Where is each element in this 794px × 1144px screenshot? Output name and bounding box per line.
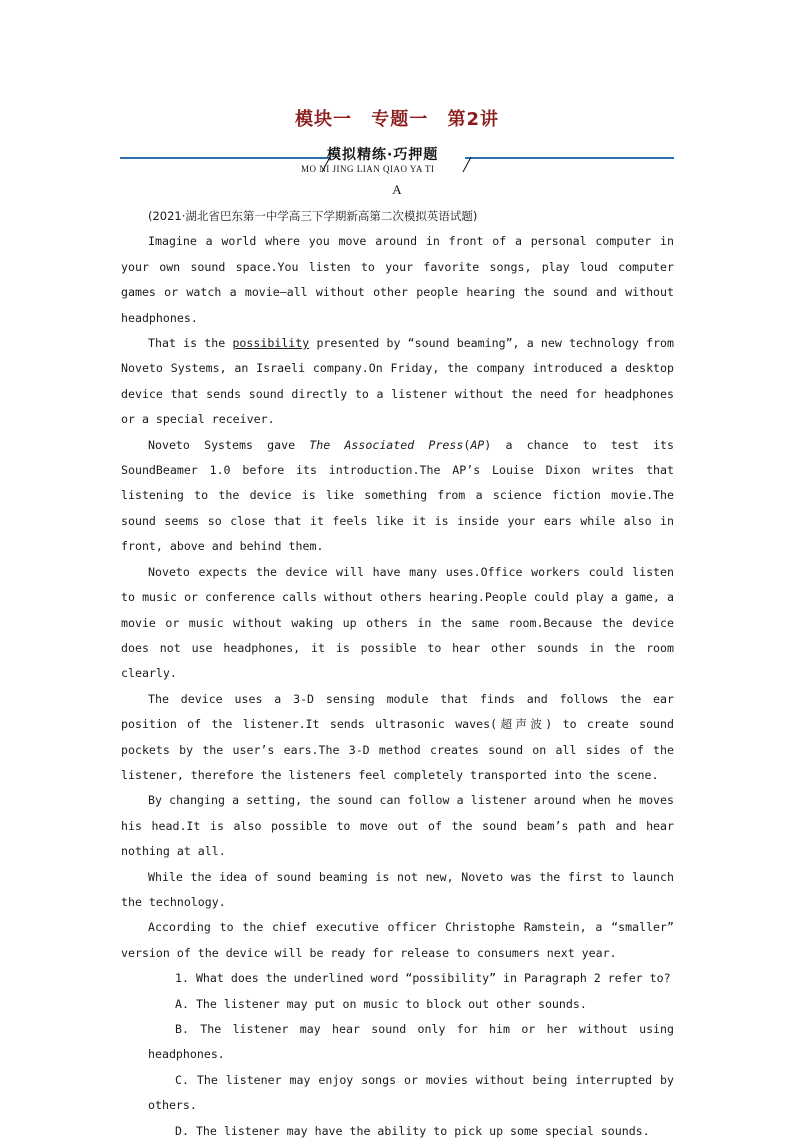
passage-source: (2021·湖北省巴东第一中学高三下学期新高第二次模拟英语试题) bbox=[148, 209, 478, 223]
paragraph-3 bbox=[121, 433, 674, 560]
passage-body bbox=[121, 204, 674, 1144]
section-banner bbox=[120, 146, 674, 176]
option-c: C. The listener may enjoy songs or movies without being interrupted by others. bbox=[148, 1072, 674, 1113]
title-topic: 专题一 bbox=[371, 109, 429, 130]
title-module: 模块一 bbox=[294, 109, 352, 130]
paragraph-2-rest: presented by “sound beaming”, a new technology from Noveto Systems, an Israeli company.On Friday, the company introduced a desktop device that sends sound directly to a listener without the need for headphones or a special receiver. bbox=[121, 336, 675, 427]
underlined-word: possibility bbox=[232, 336, 310, 351]
banner-pinyin: MO NI JING LIAN QIAO YA TI bbox=[301, 164, 435, 174]
paragraph-3-rest: ) a chance to test its SoundBeamer 1.0 before its introduction.The AP’s Louise Dixon writes that listening to the device is like something from a science fiction movie.The sound seems so close that it feels like it is inside your ears while also in front, above and behind them. bbox=[121, 437, 674, 554]
paragraph-2 bbox=[121, 331, 674, 433]
option-a: A. The listener may put on music to block out other sounds. bbox=[175, 996, 587, 1011]
paragraph-4: Noveto expects the device will have many uses.Office workers could listen to music or conference calls without others hearing.People could play a game, a movie or music without waking up others in the same room.Because the device does not use headphones, it is possible to hear other sounds in the room clearly. bbox=[121, 564, 674, 681]
paren-open: ( bbox=[463, 437, 471, 452]
paragraph-1: Imagine a world where you move around in front of a personal computer in your own sound space.You listen to your favorite songs, play loud computer games or watch a movie—all without other people hearing the sound and without headphones. bbox=[121, 234, 674, 325]
paragraph-2-start: That is the bbox=[148, 336, 233, 351]
paragraph-5: The device uses a 3-D sensing module that finds and follows the ear position of the listener.It sends ultrasonic waves(超声波) to create sound pockets by the user’s ears.The 3-D method creates sound on all sides of the listener, therefore the listeners feel completely transported into the scene. bbox=[121, 691, 674, 782]
banner-line-left bbox=[120, 157, 330, 159]
paragraph-7: While the idea of sound beaming is not new, Noveto was the first to launch the technology. bbox=[121, 869, 674, 909]
passage-letter: A bbox=[392, 182, 402, 197]
banner-heading: 模拟精练·巧押题 bbox=[327, 147, 439, 163]
page-title bbox=[0, 105, 794, 131]
option-d: D. The listener may have the ability to pick up some special sounds. bbox=[175, 1123, 650, 1138]
paragraph-6: By changing a setting, the sound can follow a listener around when he moves his head.It is also possible to move out of the sound beam’s path and hear nothing at all. bbox=[121, 793, 674, 859]
publication-name: The Associated Press bbox=[309, 437, 464, 452]
paragraph-3-start: Noveto Systems gave bbox=[148, 437, 310, 452]
option-b: B. The listener may hear sound only for him or her without using headphones. bbox=[148, 1022, 674, 1062]
publication-abbr: AP bbox=[470, 437, 485, 452]
banner-line-right bbox=[465, 157, 674, 159]
paragraph-8: According to the chief executive officer Christophe Ramstein, a “smaller” version of the device will be ready for release to consumers next year. bbox=[121, 920, 674, 960]
question-stem: 1. What does the underlined word “possibility” in Paragraph 2 refer to? bbox=[175, 971, 671, 986]
title-lecture: 第2讲 bbox=[447, 109, 500, 130]
